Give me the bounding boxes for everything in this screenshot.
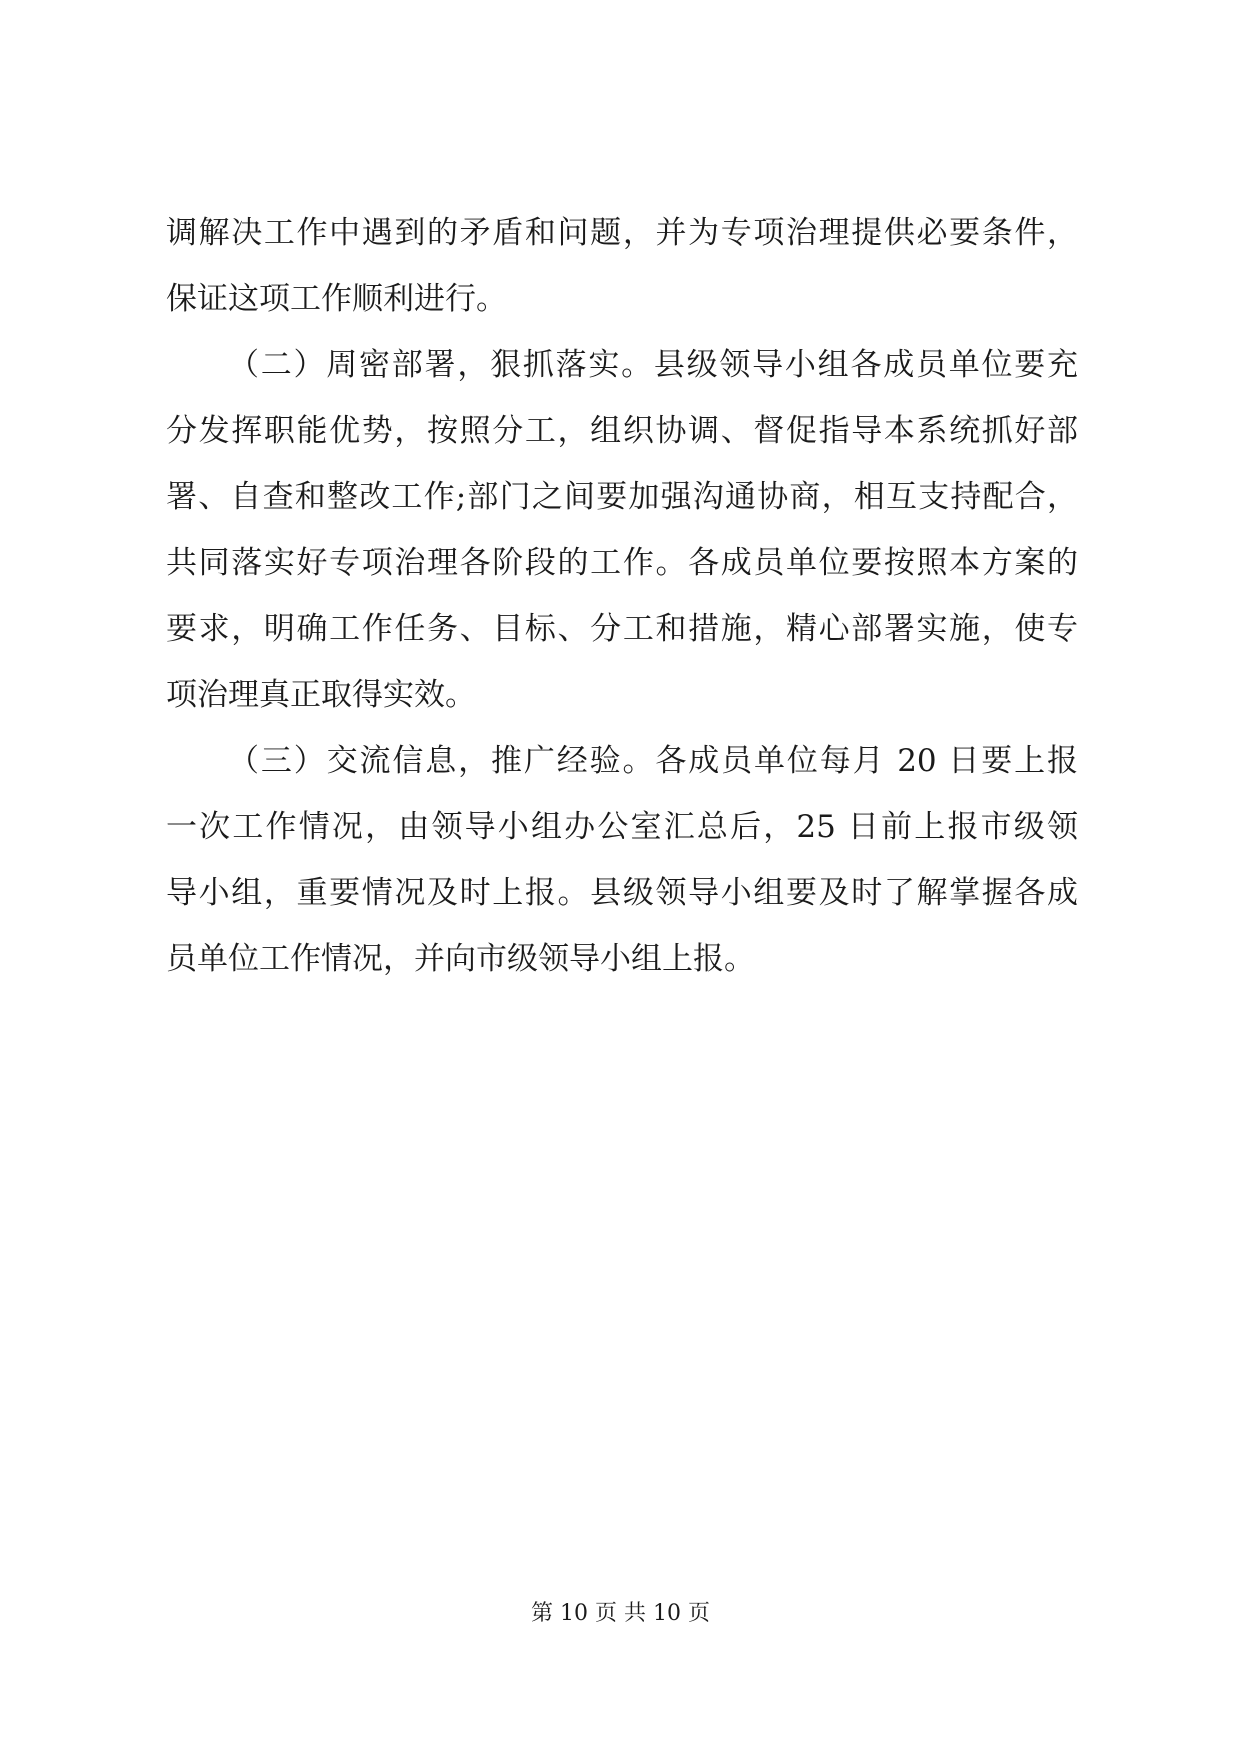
paragraph-line: 项治理真正取得实效。 xyxy=(166,677,476,713)
paragraph-line: 保证这项工作顺利进行。 xyxy=(166,281,507,317)
paragraph-line: 一次工作情况，由领导小组办公室汇总后，25 日前上报市级领 xyxy=(166,809,1078,845)
paragraph-line: 员单位工作情况，并向市级领导小组上报。 xyxy=(166,941,755,977)
paragraph-line: （三）交流信息，推广经验。各成员单位每月 20 日要上报 xyxy=(228,743,1078,779)
document-body xyxy=(166,208,1078,1000)
paragraph-line: 署、自查和整改工作;部门之间要加强沟通协商，相互支持配合， xyxy=(166,479,1078,515)
paragraph-line: 导小组，重要情况及时上报。县级领导小组要及时了解掌握各成 xyxy=(166,875,1078,911)
paragraph-line: （二）周密部署，狠抓落实。县级领导小组各成员单位要充 xyxy=(228,347,1078,383)
paragraph-line: 共同落实好专项治理各阶段的工作。各成员单位要按照本方案的 xyxy=(166,545,1078,581)
page-number-footer: 第 10 页 共 10 页 xyxy=(531,1601,710,1626)
paragraph-line: 调解决工作中遇到的矛盾和问题，并为专项治理提供必要条件， xyxy=(166,215,1078,251)
paragraph-line: 分发挥职能优势，按照分工，组织协调、督促指导本系统抓好部 xyxy=(166,413,1078,449)
paragraph-line: 要求，明确工作任务、目标、分工和措施，精心部署实施，使专 xyxy=(166,611,1078,647)
